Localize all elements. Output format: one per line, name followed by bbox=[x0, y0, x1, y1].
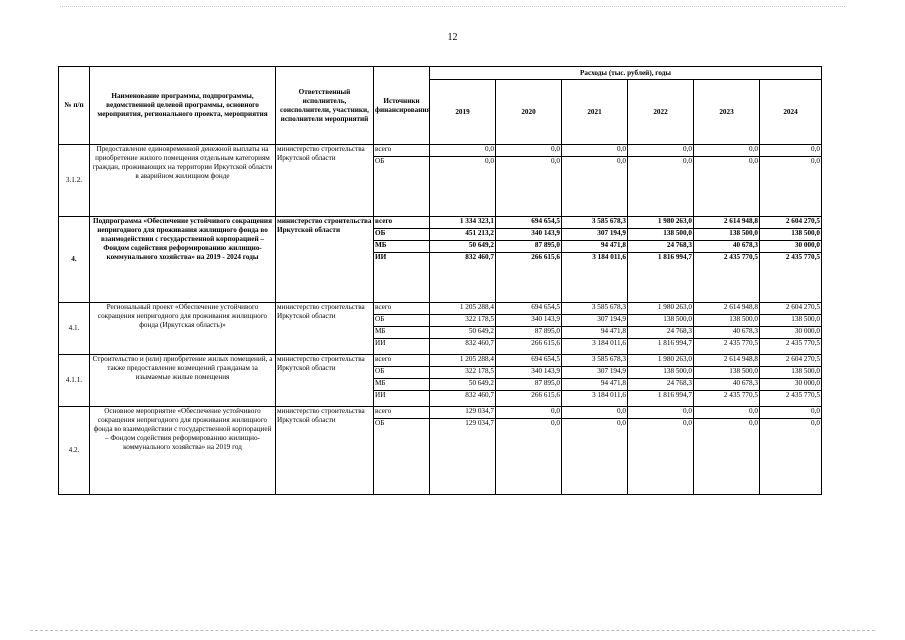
expense-value: 94 471,8 bbox=[562, 379, 628, 391]
expense-value: 266 615,6 bbox=[496, 253, 562, 303]
expense-value: 0,0 bbox=[628, 145, 694, 157]
expense-value: 138 500,0 bbox=[760, 367, 822, 379]
expense-value: 0,0 bbox=[628, 419, 694, 495]
table-row bbox=[59, 407, 822, 419]
expense-value: 832 460,7 bbox=[430, 339, 496, 355]
expense-value: 129 034,7 bbox=[430, 419, 496, 495]
funding-source: ОБ bbox=[374, 315, 430, 327]
expense-value: 0,0 bbox=[496, 407, 562, 419]
row-executor: министерство строительства Иркутской области bbox=[276, 407, 374, 495]
expense-value: 1 205 288,4 bbox=[430, 355, 496, 367]
expense-value: 266 615,6 bbox=[496, 391, 562, 407]
expense-value: 322 178,5 bbox=[430, 367, 496, 379]
expense-value: 2 604 270,5 bbox=[760, 303, 822, 315]
row-name: Основное мероприятие «Обеспечение устойчивого сокращения непригодного для проживания жилищного фонда во взаимодействии с государственной корпорацией – Фондом содействия реформированию жилищно-коммунального хозяйства» на 2019 год bbox=[90, 407, 276, 495]
funding-source: ИИ bbox=[374, 391, 430, 407]
header-year: 2022 bbox=[628, 80, 694, 145]
expense-value: 340 143,9 bbox=[496, 367, 562, 379]
expense-value: 30 000,0 bbox=[760, 379, 822, 391]
expense-value: 2 435 770,5 bbox=[694, 339, 760, 355]
row-number: 4. bbox=[59, 217, 90, 303]
header-year: 2020 bbox=[496, 80, 562, 145]
row-executor: министерство строительства Иркутской области bbox=[276, 217, 374, 303]
expense-value: 0,0 bbox=[496, 145, 562, 157]
funding-source: ОБ bbox=[374, 229, 430, 241]
expense-value: 50 649,2 bbox=[430, 327, 496, 339]
expense-value: 1 816 994,7 bbox=[628, 391, 694, 407]
expense-value: 94 471,8 bbox=[562, 241, 628, 253]
expense-value: 138 500,0 bbox=[628, 315, 694, 327]
header-row-top bbox=[59, 67, 822, 80]
header-year: 2023 bbox=[694, 80, 760, 145]
expense-value: 30 000,0 bbox=[760, 327, 822, 339]
expense-value: 307 194,9 bbox=[562, 229, 628, 241]
row-name: Региональный проект «Обеспечение устойчивого сокращения непригодного для проживания жилищного фонда (Иркутская область)» bbox=[90, 303, 276, 355]
expense-value: 832 460,7 bbox=[430, 253, 496, 303]
expense-value: 0,0 bbox=[694, 157, 760, 217]
funding-source: ОБ bbox=[374, 157, 430, 217]
funding-source: ИИ bbox=[374, 339, 430, 355]
expense-value: 3 184 011,6 bbox=[562, 391, 628, 407]
header-executor: Ответственный исполнитель, соисполнители, участники, исполнители мероприятий bbox=[276, 67, 374, 145]
table-row bbox=[59, 145, 822, 157]
funding-source: всего bbox=[374, 303, 430, 315]
expense-value: 340 143,9 bbox=[496, 315, 562, 327]
expense-value: 138 500,0 bbox=[694, 367, 760, 379]
page-number: 12 bbox=[447, 32, 458, 43]
expense-value: 0,0 bbox=[760, 145, 822, 157]
expense-value: 138 500,0 bbox=[628, 367, 694, 379]
header-year: 2019 bbox=[430, 80, 496, 145]
expense-value: 138 500,0 bbox=[694, 229, 760, 241]
expense-value: 0,0 bbox=[562, 157, 628, 217]
header-num: № п/п bbox=[59, 67, 90, 145]
expense-value: 340 143,9 bbox=[496, 229, 562, 241]
expense-value: 0,0 bbox=[496, 419, 562, 495]
expense-value: 40 678,3 bbox=[694, 327, 760, 339]
expense-value: 0,0 bbox=[628, 407, 694, 419]
expense-value: 0,0 bbox=[430, 145, 496, 157]
expense-value: 0,0 bbox=[760, 407, 822, 419]
expense-value: 2 604 270,5 bbox=[760, 217, 822, 229]
expense-value: 2 614 948,8 bbox=[694, 217, 760, 229]
expense-value: 2 435 770,5 bbox=[760, 391, 822, 407]
funding-source: МБ bbox=[374, 241, 430, 253]
expense-value: 0,0 bbox=[562, 145, 628, 157]
expense-value: 138 500,0 bbox=[694, 315, 760, 327]
expense-value: 2 435 770,5 bbox=[760, 253, 822, 303]
funding-source: ИИ bbox=[374, 253, 430, 303]
expense-value: 0,0 bbox=[694, 407, 760, 419]
funding-source: всего bbox=[374, 145, 430, 157]
table-row bbox=[59, 217, 822, 229]
funding-source: всего bbox=[374, 217, 430, 229]
scan-artifact-top bbox=[60, 6, 845, 9]
expense-value: 138 500,0 bbox=[760, 315, 822, 327]
funding-source: всего bbox=[374, 407, 430, 419]
expense-value: 266 615,6 bbox=[496, 339, 562, 355]
row-executor: министерство строительства Иркутской области bbox=[276, 355, 374, 407]
expense-value: 1 334 323,1 bbox=[430, 217, 496, 229]
expense-value: 322 178,5 bbox=[430, 315, 496, 327]
expense-value: 3 585 678,3 bbox=[562, 217, 628, 229]
row-name: Предоставление единовременной денежной выплаты на приобретение жилого помещения отдельным категориям граждан, проживающих на территории Иркутской области в аварийном жилищном фонде bbox=[90, 145, 276, 217]
funding-source: МБ bbox=[374, 327, 430, 339]
expense-value: 3 184 011,6 bbox=[562, 253, 628, 303]
expense-value: 87 895,0 bbox=[496, 327, 562, 339]
expense-value: 694 654,5 bbox=[496, 217, 562, 229]
row-number: 4.1. bbox=[59, 303, 90, 355]
expense-value: 87 895,0 bbox=[496, 379, 562, 391]
scan-artifact-bottom bbox=[30, 630, 875, 633]
budget-table bbox=[58, 66, 822, 495]
row-number: 4.2. bbox=[59, 407, 90, 495]
row-number: 4.1.1. bbox=[59, 355, 90, 407]
expense-value: 0,0 bbox=[430, 157, 496, 217]
expense-value: 24 768,3 bbox=[628, 379, 694, 391]
expense-value: 0,0 bbox=[496, 157, 562, 217]
funding-source: всего bbox=[374, 355, 430, 367]
expense-value: 30 000,0 bbox=[760, 241, 822, 253]
expense-value: 0,0 bbox=[760, 157, 822, 217]
table-row bbox=[59, 355, 822, 367]
expense-value: 694 654,5 bbox=[496, 355, 562, 367]
expense-value: 94 471,8 bbox=[562, 327, 628, 339]
expense-value: 40 678,3 bbox=[694, 379, 760, 391]
row-number: 3.1.2. bbox=[59, 145, 90, 217]
expense-value: 1 816 994,7 bbox=[628, 339, 694, 355]
expense-value: 1 980 263,0 bbox=[628, 355, 694, 367]
row-executor: министерство строительства Иркутской области bbox=[276, 145, 374, 217]
expense-value: 1 980 263,0 bbox=[628, 303, 694, 315]
expense-value: 40 678,3 bbox=[694, 241, 760, 253]
expense-value: 0,0 bbox=[694, 145, 760, 157]
expense-value: 3 585 678,3 bbox=[562, 355, 628, 367]
expense-value: 0,0 bbox=[562, 419, 628, 495]
header-year: 2021 bbox=[562, 80, 628, 145]
header-year: 2024 bbox=[760, 80, 822, 145]
table-body bbox=[59, 145, 822, 495]
row-name: Подпрограмма «Обеспечение устойчивого сокращения непригодного для проживания жилищного фонда во взаимодействии с государственной корпорацией – Фондом содействия реформированию жилищно-коммунального хозяйства» на 2019 - 2024 годы bbox=[90, 217, 276, 303]
expense-value: 0,0 bbox=[694, 419, 760, 495]
expense-value: 2 435 770,5 bbox=[694, 253, 760, 303]
expense-value: 2 614 948,8 bbox=[694, 303, 760, 315]
expense-value: 24 768,3 bbox=[628, 241, 694, 253]
expense-value: 451 213,2 bbox=[430, 229, 496, 241]
expense-value: 0,0 bbox=[760, 419, 822, 495]
expense-value: 2 604 270,5 bbox=[760, 355, 822, 367]
expense-value: 24 768,3 bbox=[628, 327, 694, 339]
funding-source: МБ bbox=[374, 379, 430, 391]
expense-value: 832 460,7 bbox=[430, 391, 496, 407]
expense-value: 138 500,0 bbox=[760, 229, 822, 241]
expense-value: 1 205 288,4 bbox=[430, 303, 496, 315]
expense-value: 2 435 770,5 bbox=[760, 339, 822, 355]
expense-value: 2 614 948,8 bbox=[694, 355, 760, 367]
row-name: Строительство и (или) приобретение жилых помещений, а также предоставление возмещений гражданам за изымаемые жилые помещения bbox=[90, 355, 276, 407]
expense-value: 87 895,0 bbox=[496, 241, 562, 253]
table-row bbox=[59, 303, 822, 315]
expense-value: 1 816 994,7 bbox=[628, 253, 694, 303]
header-source: Источники финансирования bbox=[374, 67, 430, 145]
expense-value: 307 194,9 bbox=[562, 367, 628, 379]
header-expenses: Расходы (тыс. рублей), годы bbox=[430, 67, 822, 80]
row-executor: министерство строительства Иркутской области bbox=[276, 303, 374, 355]
expense-value: 694 654,5 bbox=[496, 303, 562, 315]
expense-value: 307 194,9 bbox=[562, 315, 628, 327]
expense-value: 0,0 bbox=[562, 407, 628, 419]
expense-value: 138 500,0 bbox=[628, 229, 694, 241]
expense-value: 2 435 770,5 bbox=[694, 391, 760, 407]
expense-value: 50 649,2 bbox=[430, 379, 496, 391]
expense-value: 3 585 678,3 bbox=[562, 303, 628, 315]
expense-value: 0,0 bbox=[628, 157, 694, 217]
funding-source: ОБ bbox=[374, 419, 430, 495]
expense-value: 1 980 263,0 bbox=[628, 217, 694, 229]
expense-value: 129 034,7 bbox=[430, 407, 496, 419]
funding-source: ОБ bbox=[374, 367, 430, 379]
expense-value: 3 184 011,6 bbox=[562, 339, 628, 355]
header-name: Наименование программы, подпрограммы, ведомственной целевой программы, основного мероприятия, регионального проекта, мероприятия bbox=[90, 67, 276, 145]
expense-value: 50 649,2 bbox=[430, 241, 496, 253]
